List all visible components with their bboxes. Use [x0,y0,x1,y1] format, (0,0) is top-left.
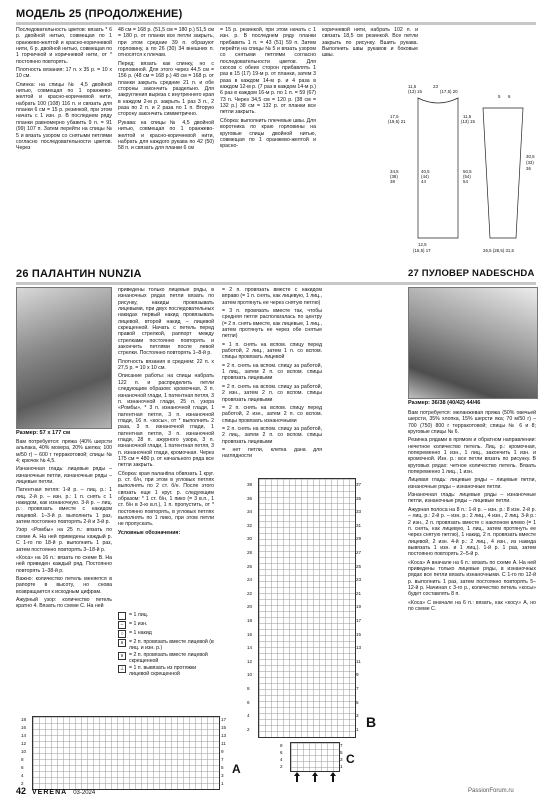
row-number: 6 [21,765,24,770]
chart-b-label: B [366,714,377,730]
chart-a-row-numbers-left [21,716,26,788]
row-number: 28 [247,549,253,555]
paragraph: Описание работы: на спицы набрать 122 п. и распределить петли следующим образом: кромочная, 3 п. изнаночной глади, 1 патентная петля, 3 п. изнаночной глади, 25 п. узора «Ромбы», * 3 п. изнаночной глади, 1 патентная петля, 3 п. изнаночной глади, 16 п. «косы», от * выполнить 2 раза, 3 п. изнаночной глади, 1 патентная петля, 3 п. изнаночной глади, 28 п. ажурного узора, 3 п. изнаночной глади, 1 патентная петля, 3 п. изнаночной глади, кромочная. Через 175 см = 480 р. от начального ряда все петли закрыть. [118,373,214,469]
size-caption: Размер: 57 x 177 см [16,430,71,436]
legend-symbol: − [118,621,126,629]
schema-label: (13) 15 [408,89,422,94]
row-number: 17 [221,717,227,722]
row-number: 30 [247,536,253,542]
row-number: 16 [21,725,27,730]
paragraph: = 15 р. резинкой, при этом начать с 1 изн. р. В последнем ряду планки прибавить 1 п. = 43 (51) 59 п. Затем перейти на спицы № 5 и вязать узором со снятыми петлями согласно последовательности цветов. Для скосов с обеих сторон прибавлять 1 раз в 15 (17) 19-м р. от планки, затем 3 раза в каждом 14-м р. и 4 раза в каждом 12-м р. (7 раз в каждом 14-м р.) 6 раз в каждом 16-м р. по 1 п. = 59 (67) 73 п. Через 34,5 см = 120 р. (38 см = 132 р.) 38 см = 132 р. от планки все петли закрыть. [220,27,316,116]
section-title-model27: 27 ПУЛОВЕР NADESCHDA [408,268,535,279]
schema-label: (19,5) 21 [388,119,406,124]
paragraph: = 2 п. снять на вспом. спицу за работой, 2 изн., затем 2 п. со вспом. спицы провязать лицевыми [222,383,322,403]
schema-label: 12,5 [418,242,427,247]
row-number: 29 [356,536,362,542]
paragraph: Плотность вязания в среднем: 22 п. x 27,5 р. = 10 x 10 см. [118,358,214,372]
paragraph: Патентная петля: 1-й р. – лиц. р.: 1 лиц. 2-й р. – изн. р.: 1 п. снять с 1 накидом, как изнаночную. 3-й р. – лиц. р.: провязать вместе с накидом лицевой. 1–3-й р. выполнить 1 раз, затем постоянно повторять 2-й и 3-й р. [16,487,112,526]
schema-label: (17,5) 20 [440,89,458,94]
row-number: 16 [247,631,253,637]
schema-label: 23 [433,84,438,89]
legend-item [118,612,216,620]
paragraph: приведены только лицевые ряды, в изнаночных рядах петли вязать по рисунку, накиды провязывать лицевыми, при двух последовательных накидах первый накид провязывать лицевой, второй накид – лицевой скрещенной. Начать с петель перед правой стрелкой, раппорт между стрелками постоянно повторять и закончить петлями после левой стрелки. Постоянно повторять 1–8-й р. [118,287,214,357]
legend [118,612,216,678]
section-divider [16,22,536,25]
schema-label: (38) [390,174,398,179]
paragraph: = 2 п. снять на вспом. спицу за работой, 2 лиц., затем 2 п. со вспом. спицы провязать лицевыми [222,425,322,445]
row-number: 27 [356,549,362,555]
model25-column-1 [16,27,112,259]
row-number: 13 [356,645,362,651]
legend-text: = 2 п. провязать вместе лицевой (в лиц. и изн. р.) [129,639,214,651]
legend-text: = 1 лиц. [129,612,149,618]
paragraph: = 2 п. снять на вспом. спицу за работой, 1 лиц., затем 2 п. со вспом. спицы провязать лицевыми [222,362,322,382]
paragraph: Изнаночная гладь: лицевые ряды – изнаночные петли, изнаночные ряды – лицевые петли. [16,466,112,486]
pattern-schema [388,78,538,258]
row-number: 5 [340,750,343,755]
paragraph: Резинка рядами в прямом и обратном направлении: нечетное количество петель. Лиц. р.: кромочная, попеременно 1 изн., 1 лиц., закончить 1 изн. и кромочной. Изн. р.: все петли вязать по рисунку. В круговых рядах: четное количество петель. Вязать попеременно 1 лиц., 1 изн. [408,437,536,476]
row-number: 2 [280,764,283,769]
paragraph: Ажурная полоса на 8 п.: 1-й р. – изн. р.: 8 изн. 2-й р. – лиц. р.: 2-й р. – изн. р.: 2 лиц., 4 изн., 2 лиц. 3-й р.: 2 изн., 2 п. провязать вместе с наклоном влево (= 1 п. снять, как лицевую, 1 лиц., затем протянуть ее через снятую петлю), 1 накид, 2 п. провязать вместе лицевой, 2 изн. 4-й р.: 2 лиц., 4 изн., из накида вывязать 1 изн. и 1 лиц.). 1-й р. 1 раз, затем постоянно повторять 2–5-й р. [408,506,536,558]
row-number: 6 [280,750,283,755]
row-number: 38 [247,482,253,487]
paragraph: Последовательность цветов: вязать * 6 р. двойной нитью, совмещая по 1 оранжево-желтой и красно-коричневой нити, 6 р. двойной нитью, совмещая по 1 горчичной и коричневой нити, от * постоянно повторять. [16,27,112,65]
schema-label: 38 [390,179,395,184]
schema-label: 36 [526,166,531,171]
row-number: 13 [221,733,227,738]
row-number: 36 [247,495,253,501]
row-number: 34 [247,509,253,515]
paragraph: Вам потребуется: пряжа (40% шерсти альпака, 40% мохера, 20% шелка; 100 м/50 г) – 600 г терракотовой; спицы № 4; крючок № 4,5. [16,439,112,465]
schema-sleeve-outline [483,108,523,238]
row-number: 7 [356,685,359,691]
chart-c-label: C [346,752,355,766]
row-number: 19 [356,604,362,610]
model27-column [408,410,536,780]
row-number: 2 [247,726,250,732]
row-number: 37 [356,482,362,487]
paragraph: = 2 п. снять на вспом. спицу перед работой, 2 изн., затем 2 п. со вспом. спицы провязать изнаночными [222,404,322,424]
paragraph: «Коса» на 16 п.: вязать по схеме В. На ней приведен каждый ряд. Постоянно повторять 1–38-й р. [16,554,112,574]
row-number: 12 [21,741,27,746]
legend-symbol [118,612,126,620]
schema-label: 6 [508,94,511,99]
row-number: 8 [21,757,24,762]
chart-c-grid [290,742,340,772]
row-number: 5 [356,699,359,705]
row-number: 4 [280,757,283,762]
paragraph: Лицевая гладь: лицевые ряды – лицевые петли, изнаночные ряды – изнаночные петли. [408,477,536,490]
row-number: 11 [221,741,226,746]
arrow-up-icon [330,772,336,782]
chart-c-repeat-arrows [294,772,338,782]
row-number: 26 [247,563,253,569]
legend-symbol: ∧ [118,639,126,647]
row-number: 12 [247,658,253,664]
legend-item [118,639,216,651]
schema-label: 26,5 (28,5) 31,5 [483,248,515,253]
schema-label: 17,5 [390,114,399,119]
schema-label: 54 [463,179,468,184]
row-number: 3 [340,757,343,762]
schema-label: (54) [463,174,471,179]
section-title-model25: МОДЕЛЬ 25 (ПРОДОЛЖЕНИЕ) [16,8,183,20]
legend-text: = 1 п. вывязать из протяжки лицевой скрещенной [129,665,197,677]
model25-column-3 [220,27,316,259]
row-number: 31 [356,522,362,528]
chart-b-grid [258,478,356,738]
paragraph: Сборка: выполнить плечевые швы. Для воротника по краю горловины на круговые спицы двойной нитью, совмещая по 1 оранжево-желтой и красно- [220,117,316,150]
chart-c-row-numbers-right [340,742,343,770]
issue-number: 03-2024 [73,790,96,796]
chart-a-label: A [232,762,241,776]
sweater-model-photo [408,287,538,399]
schema-label: (44) [421,174,429,179]
row-number: 23 [356,577,362,583]
row-number: 32 [247,522,253,528]
row-number: 11 [356,658,361,664]
row-number: 15 [356,631,362,637]
row-number: 4 [21,773,24,778]
model26-column-3 [222,287,322,472]
paragraph: = 2 п. провязать вместе с накидом вправо (= 1 п. снять, как лицевую, 1 лиц., затем протянуть ее через снятую петлю) [222,287,322,306]
schema-label: 44 [421,179,426,184]
paragraph: Сборка: края паланtina обвязать 1 круг. р. ст. б/н, при этом в угловых петлях выполнять по 2 ст. б/н. После этого связать еще 1 круг. р. следующим образом: * 1 ст. б/н, 1 пико (= 3 в.п., 1 ст. б/н в 3-ю в.п.), 1 п. пропустить, от * постоянно повторять, в угловых петлях выполнять по 1 пико, при этом петли не пропускать. [118,470,214,528]
paragraph: «Коса» А вначале на 6 п.: вязать по схеме А. На ней приведены только лицевые ряды, в изнаночных рядах все петли вязать изнаночными. С 1-го по 12-й р. выполнить 1 раз, затем постоянно повторять 5–12-й р. Начиная с 3-го р., количество петель «косы» будет составлять 8 п. [408,559,536,598]
magazine-name: VERENA [32,789,68,796]
row-number: 1 [356,726,359,732]
row-number: 35 [356,495,362,501]
row-number: 18 [247,617,253,623]
paragraph: = 3 п. провязать вместе так, чтобы средняя петля располагалась по центру (= 2 п. снять вместе, как лицевые, 1 лиц., затем протянуть ее через обе снятые петли) [222,308,322,340]
paragraph: = 1 п. снять на вспом. спицу перед работой, 2 лиц., затем 1 п. со вспом. спицы провязать лицевой [222,341,322,361]
schema-label: 5 [498,94,501,99]
legend-text: = 1 изн. [129,621,148,627]
legend-text: = 1 накид [129,630,152,636]
schema-label: (33) [526,160,534,165]
schema-label: 50,5 [463,169,472,174]
row-number: 24 [247,577,253,583]
paragraph: Изнаночная гладь: лицевые ряды – изнаночные петли, изнаночные ряды – лицевые петли. [408,492,536,505]
schema-label: (15,5) 17 [413,248,431,253]
section-title-model26: 26 ПАЛАНТИН NUNZIA [16,268,142,280]
model25-column-2 [118,27,214,259]
chart-c-row-numbers-left [280,742,283,770]
schema-label: 11,5 [463,114,472,119]
row-number: 7 [221,757,224,762]
schema-label: 11,5 [408,84,417,89]
row-number: 6 [247,699,250,705]
row-number: 14 [21,733,27,738]
size-caption: Размер: 36/38 (40/42) 44/46 [408,400,481,406]
row-number: 33 [356,509,362,515]
paragraph: Условные обозначения: [118,529,181,536]
paragraph: Рукава: на спицы № 4,5 двойной нитью, совмещая по 1 оранжево-желтой и красно-коричневой нити, набрать для каждого рукава по 42 (50) 58 п. и связать для планки 6 см [118,119,214,152]
chart-b-row-numbers-left [247,478,252,736]
paragraph: Плотность вязания: 17 п. x 35 р. = 10 x 10 см. [16,67,112,80]
paragraph: Спинка: на спицы № 4,5 двойной нитью, совмещая по 1 оранжево-желтой и красно-коричневой нити, набрать 100 (108) 116 п. и связать для планки 6 см = 15 р. резинкой, при этом начать с 1 изн. р. В последнем ряду планки равномерно убавить 9 п. = 91 (99) 107 п. Затем перейти на спицы № 5 и вязать узором со снятыми петлями согласно последовательности цветов. Через [16,81,112,152]
row-number: 5 [221,765,224,770]
chart-a-grid [32,716,220,790]
row-number: 4 [247,713,250,719]
row-number: 8 [247,685,250,691]
paragraph: Вам потребуется: меланжевая пряжа (50% овечьей шерсти, 35% хлопка, 15% шерсти яка; 70 м/50 г) – 700 (750) 800 г терракотовой; спицы № 6 и 8; круговые спицы № 6. [408,410,536,436]
row-number: 3 [356,713,359,719]
row-number: 1 [340,764,343,769]
row-number: 9 [356,672,359,678]
row-number: 14 [247,645,253,651]
watermark: PassionForum.ru [468,788,514,794]
schema-body-outline [418,98,458,238]
row-number: 7 [340,743,343,748]
chart-b-row-numbers-right [356,478,361,736]
row-number: 17 [356,617,362,623]
model26-column-2 [118,287,214,617]
schema-label: 30,5 [526,154,535,159]
row-number: 20 [247,604,253,610]
legend-item [118,630,216,638]
row-number: 8 [280,743,283,748]
row-number: 21 [356,590,362,596]
schema-label: (13) 15 [461,119,475,124]
row-number: 9 [221,749,224,754]
arrow-up-icon [312,772,318,782]
page-number: 42 [16,786,27,796]
row-number: 10 [21,749,27,754]
legend-symbol: ⊥ [119,666,125,672]
row-number: 1 [221,781,224,786]
paragraph: 48 см = 168 р. (51,5 см = 180 р.) 51,5 см = 180 р. от планки все петли закрыть, при этом средние 39 п. образуют горловину, а по 26 (30) 34 внешних п. относятся к плечам. [118,27,214,59]
paragraph: Ажурный узор: количество петель кратно 4. Вязать по схеме С. На ней [16,596,112,610]
legend-symbol: ∨ [118,652,126,660]
arrow-up-icon [294,772,300,782]
section-divider [16,282,536,285]
paragraph: Узор «Ромбы» на 25 п.: вязать по схеме А. На ней приведены каждый р. С 1-го по 18-й р. выполнить 1 раз, затем постоянно повторять 3–18-й р. [16,527,112,553]
legend-text: = 2 п. провязать вместе лицевой скрещенной [129,652,208,664]
row-number: 15 [221,725,227,730]
page-footer [16,786,95,796]
legend-item [118,665,216,677]
row-number: 2 [21,781,24,786]
paragraph: коричневой нити, набрать 102 п. и связать 18,5 см резинкой. Все петли закрыть по рисунку. Вшить рукава. Выполнить швы рукавов и боковые швы. [322,27,418,59]
legend-symbol: ○ [118,630,126,638]
legend-item [118,621,216,629]
paragraph: Перед: вязать как спинку, но с горловиной. Для этого через 44,5 см = 156 р. (48 см = 168 р.) 48 см = 168 р. от планки закрыть средние 21 п. и обе стороны закончить раздельно. Для закругления выреза с внутреннего края в каждом 2-м р. закрыть 1 раз 3 п., 2 раза по 2 п. и 2 раза по 1 п. Вторую сторону закончить симметрично. [118,60,214,118]
model26-column-1 [16,439,112,711]
paragraph: Важно: количество петель меняется в рапорте в высоту, но снова возвращается к исходным цифрам. [16,575,112,595]
scarf-model-photo [16,287,112,429]
legend-item [118,652,216,664]
row-number: 3 [221,773,224,778]
row-number: 10 [247,672,253,678]
chart-a-row-numbers-right [221,716,226,788]
paragraph: = нет петли, клетка дана для наглядности [222,446,322,460]
row-number: 18 [21,717,27,722]
schema-label: 34,5 [390,169,399,174]
row-number: 22 [247,590,253,596]
paragraph: «Коса» С вначале на 6 п.: вязать, как «косу» А, но по схеме С. [408,599,536,612]
row-number: 25 [356,563,362,569]
schema-label: 40,5 [421,169,430,174]
